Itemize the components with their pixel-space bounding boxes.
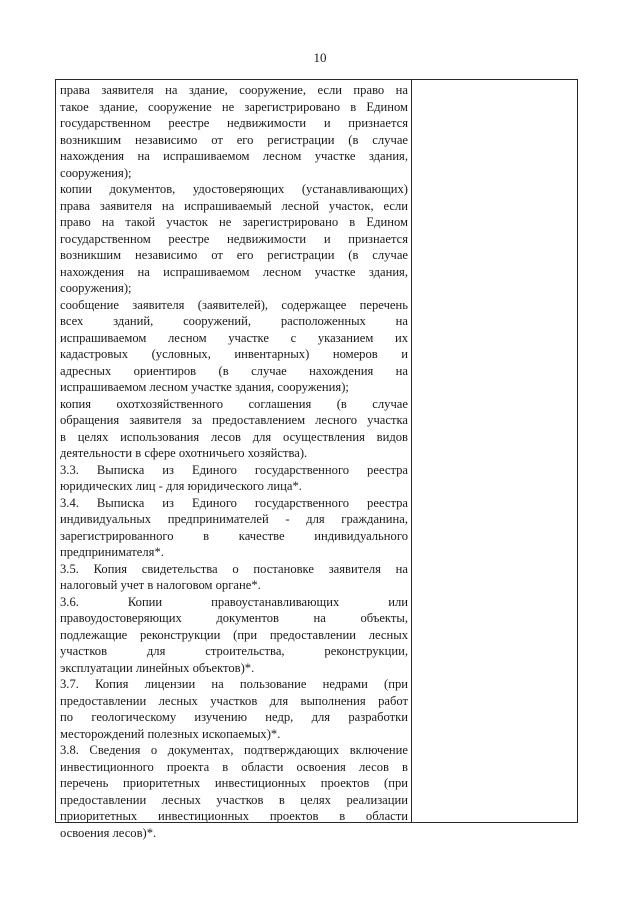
- text-line: приоритетных инвестиционных проектов в области: [60, 809, 408, 823]
- text-line: перечень приоритетных инвестиционных проектов (при: [60, 776, 408, 790]
- text-line: индивидуальных предпринимателей - для гражданина,: [60, 512, 408, 526]
- text-line: копия охотхозяйственного соглашения (в случае: [60, 396, 408, 411]
- text-line: эксплуатации линейных объектов)*.: [60, 660, 255, 675]
- text-line: право на такой участок не зарегистрировано в Едином: [60, 215, 408, 229]
- text-line: 3.7. Копия лицензии на пользование недрами (при: [60, 677, 408, 691]
- text-line: испрашиваемом лесном участке с указанием их: [60, 330, 408, 345]
- document-table: [55, 79, 578, 840]
- text-line: всех зданий, сооружений, расположенных на: [60, 314, 408, 328]
- text-line: зарегистрированного в качестве индивидуального: [60, 528, 408, 543]
- text-line: сообщение заявителя (заявителей), содержащее перечень: [60, 297, 408, 312]
- text-line: в целях использования лесов для осуществления видов: [60, 429, 408, 444]
- text-line: сооружения);: [60, 281, 132, 295]
- text-line: возникшим независимо от его регистрации (в случае: [60, 248, 408, 262]
- text-line: 3.3. Выписка из Единого государственного реестра: [60, 462, 408, 477]
- text-line: обращения заявителя за предоставлением лесного участка: [60, 413, 408, 427]
- text-line: 3.6. Копии правоустанавливающих или: [60, 594, 408, 609]
- text-line: 3.8. Сведения о документах, подтверждающих включение: [60, 743, 408, 757]
- text-line: государственном реестре недвижимости и признается: [60, 231, 408, 246]
- text-line: копии документов, удостоверяющих (устанавливающих): [60, 182, 408, 196]
- empty-column: [412, 80, 577, 822]
- text-line: юридических лиц - для юридического лица*.: [60, 479, 302, 493]
- text-line: подлежащие реконструкции (при предоставлении лесных: [60, 627, 408, 642]
- text-line: предоставлении лесных участков в целях реализации: [60, 792, 408, 807]
- text-line: нахождения на испрашиваемом лесном участке здания,: [60, 264, 408, 279]
- text-line: предоставлении лесных участков для выполнения работ: [60, 693, 408, 708]
- text-line: освоения лесов)*.: [60, 825, 157, 840]
- text-line: правоудостоверяющих документов на объекты,: [60, 611, 408, 625]
- text-line: испрашиваемом лесном участке здания, сооружения);: [60, 380, 349, 394]
- page-number: 10: [313, 50, 327, 65]
- text-line: права заявителя на испрашиваемый лесной участок, если: [60, 198, 408, 213]
- text-line: кадастровых (условных, инвентарных) номеров и: [60, 347, 408, 361]
- text-line: инвестиционного проекта в области освоения лесов в: [60, 759, 408, 774]
- text-line: 3.5. Копия свидетельства о постановке заявителя на: [60, 561, 408, 576]
- text-line: сооружения);: [60, 165, 132, 180]
- text-line: права заявителя на здание, сооружение, если право на: [60, 83, 408, 97]
- text-line: деятельности в сфере охотничьего хозяйства).: [60, 446, 308, 460]
- text-line: нахождения на испрашиваемом лесном участке здания,: [60, 149, 408, 163]
- text-line: государственном реестре недвижимости и признается: [60, 116, 408, 130]
- text-line: адресных ориентиров (в случае нахождения на: [60, 363, 408, 378]
- text-line: предпринимателя*.: [60, 545, 164, 559]
- text-line: возникшим независимо от его регистрации (в случае: [60, 132, 408, 147]
- text-line: такое здание, сооружение не зарегистрировано в Едином: [60, 99, 408, 114]
- text-line: налоговый учет в налоговом органе*.: [60, 578, 261, 592]
- requirements-column: [56, 80, 412, 840]
- text-line: по геологическому изучению недр, для разработки: [60, 710, 408, 724]
- text-line: месторождений полезных ископаемых)*.: [60, 726, 281, 741]
- text-line: участков для строительства, реконструкции,: [60, 644, 408, 658]
- text-line: 3.4. Выписка из Единого государственного реестра: [60, 495, 408, 510]
